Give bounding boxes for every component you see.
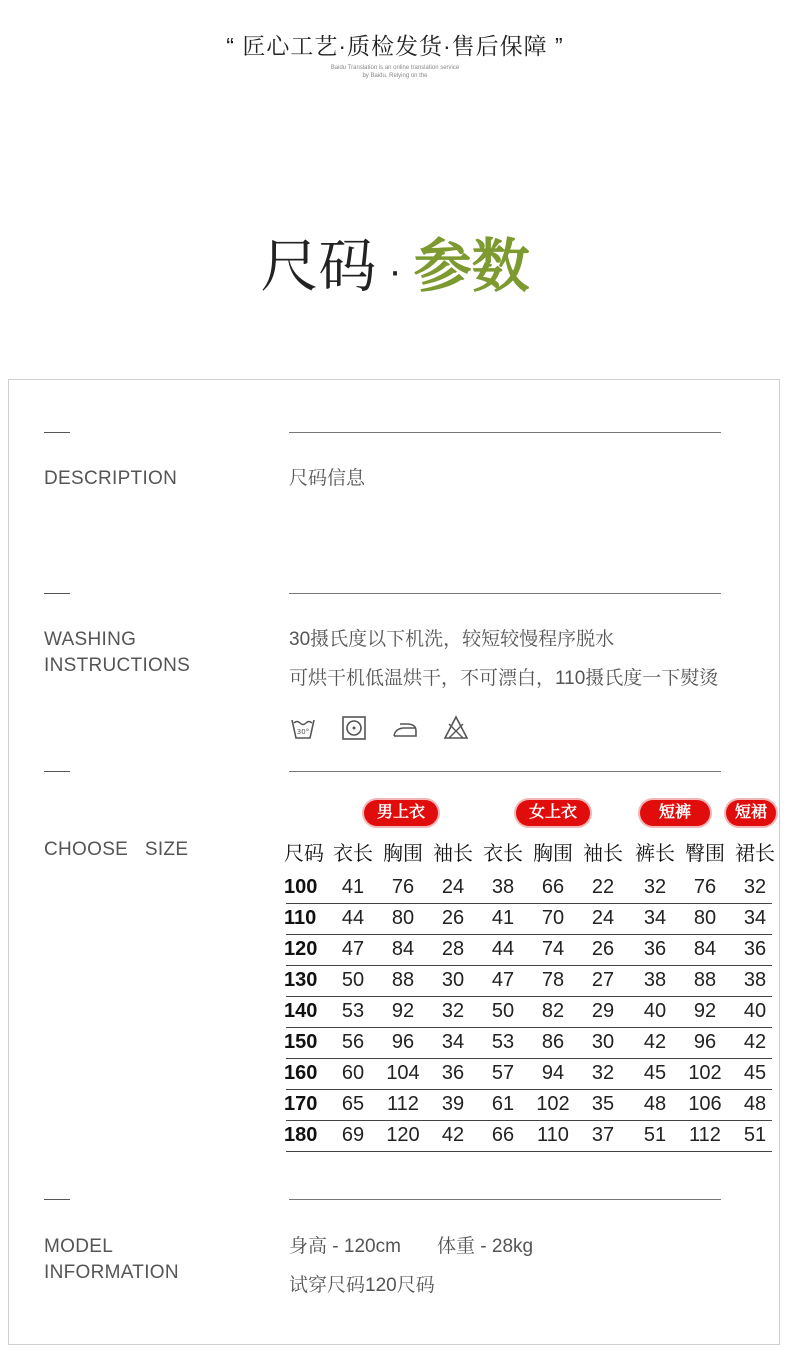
size-cell: 120 [284,938,318,960]
table-row [286,903,772,935]
size-cell: 100 [284,876,318,898]
care-icons [289,714,493,742]
section-dash [44,771,70,772]
translation-note-line2: by Baidu. Relying on the [362,73,428,79]
description-value: 尺码信息 [289,468,366,489]
measure-cell: 38 [643,969,667,991]
measure-cell: 76 [693,876,717,898]
badge-womens-top: 女上衣 [516,800,590,826]
washing-line2: 可烘干机低温烘干，不可漂白，110摄氏度一下熨烫 [289,668,719,689]
measure-cell: 32 [591,1062,615,1084]
measure-cell: 36 [441,1062,465,1084]
model-fit-size: 试穿尺码120尺码 [289,1275,435,1296]
section-dash [44,432,70,433]
translation-note [0,64,790,80]
tumble-dry-icon [340,714,368,742]
measure-cell: 41 [341,876,365,898]
measure-cell: 38 [743,969,767,991]
measure-cell: 96 [391,1031,415,1053]
title-part2: 参数 [413,234,530,299]
size-header-cell: 裤长 [635,843,675,865]
measure-cell: 57 [491,1062,515,1084]
title-part1: 尺码 [260,234,377,299]
measure-cell: 39 [441,1093,465,1115]
tagline: “ 匠心工艺·质检发货·售后保障 ” [226,33,564,59]
model-height: 身高 - 120cm [289,1236,401,1257]
measure-cell: 27 [591,969,615,991]
washing-label [44,627,190,679]
table-row [286,1058,772,1090]
table-row [286,934,772,966]
measure-cell: 24 [441,876,465,898]
measure-cell: 69 [341,1124,365,1146]
model-label [44,1234,179,1286]
measure-cell: 80 [693,907,717,929]
measure-cell: 47 [341,938,365,960]
table-row [286,1120,772,1152]
measure-cell: 26 [441,907,465,929]
measure-cell: 32 [743,876,767,898]
measure-cell: 53 [491,1031,515,1053]
measure-cell: 70 [541,907,565,929]
measure-cell: 24 [591,907,615,929]
size-header-cell: 裙长 [735,843,775,865]
size-header-cell: 胸围 [533,843,573,865]
measure-cell: 51 [643,1124,667,1146]
size-header-cell: 衣长 [333,843,373,865]
model-label-line2: INFORMATION [44,1262,179,1283]
measure-cell: 50 [491,1000,515,1022]
measure-cell: 42 [441,1124,465,1146]
measure-cell: 29 [591,1000,615,1022]
table-row [286,1089,772,1121]
size-cell: 180 [284,1124,318,1146]
wash-30-icon [289,714,317,742]
measure-cell: 86 [541,1031,565,1053]
measure-cell: 66 [541,876,565,898]
size-cell: 170 [284,1093,318,1115]
badge-mens-top: 男上衣 [364,800,438,826]
measure-cell: 34 [441,1031,465,1053]
measure-cell: 38 [491,876,515,898]
measure-cell: 28 [441,938,465,960]
measure-cell: 102 [536,1093,570,1115]
section-rule [289,432,721,433]
measure-cell: 36 [643,938,667,960]
table-row [286,996,772,1028]
measure-cell: 65 [341,1093,365,1115]
measure-cell: 40 [643,1000,667,1022]
section-rule [289,593,721,594]
table-row [286,965,772,997]
table-row [286,872,772,904]
size-cell: 140 [284,1000,318,1022]
measure-cell: 50 [341,969,365,991]
measure-cell: 51 [743,1124,767,1146]
measure-cell: 48 [643,1093,667,1115]
measure-cell: 56 [341,1031,365,1053]
badge-shorts: 短裤 [640,800,710,826]
model-weight: 体重 - 28kg [437,1236,534,1257]
measure-cell: 30 [591,1031,615,1053]
measure-cell: 47 [491,969,515,991]
measure-cell: 102 [688,1062,722,1084]
measure-cell: 94 [541,1062,565,1084]
measure-cell: 30 [441,969,465,991]
measure-cell: 88 [391,969,415,991]
measure-cell: 112 [689,1124,721,1146]
size-header-cell: 袖长 [433,843,473,865]
measure-cell: 104 [386,1062,420,1084]
measure-cell: 53 [341,1000,365,1022]
svg-text:30°: 30° [296,728,310,736]
measure-cell: 45 [643,1062,667,1084]
washing-label-line1: WASHING [44,629,137,650]
measure-cell: 84 [693,938,717,960]
measure-cell: 36 [743,938,767,960]
measure-cell: 32 [643,876,667,898]
size-header-cell: 衣长 [483,843,523,865]
measure-cell: 41 [491,907,515,929]
size-cell: 160 [284,1062,318,1084]
measure-cell: 80 [391,907,415,929]
measure-cell: 92 [693,1000,717,1022]
size-header-cell: 臀围 [685,843,725,865]
size-header-cell: 袖长 [583,843,623,865]
measure-cell: 34 [743,907,767,929]
measure-cell: 42 [743,1031,767,1053]
measure-cell: 45 [743,1062,767,1084]
measure-cell: 78 [541,969,565,991]
no-bleach-icon [442,714,470,742]
iron-icon [391,714,419,742]
measure-cell: 61 [491,1093,515,1115]
measure-cell: 26 [591,938,615,960]
measure-cell: 88 [693,969,717,991]
measure-cell: 32 [441,1000,465,1022]
measure-cell: 37 [591,1124,615,1146]
section-rule [289,771,721,772]
measure-cell: 44 [341,907,365,929]
measure-cell: 60 [341,1062,365,1084]
measure-cell: 110 [537,1124,569,1146]
measure-cell: 42 [643,1031,667,1053]
section-dash [44,1199,70,1200]
description-label: DESCRIPTION [44,468,178,489]
size-header-cell: 尺码 [284,843,324,865]
size-chart-label: CHOOSE SIZE [44,839,189,860]
translation-note-line1: Baidu Translation is an online translation service [330,65,460,71]
measure-cell: 82 [541,1000,565,1022]
size-cell: 150 [284,1031,318,1053]
washing-line1: 30摄氏度以下机洗，较短较慢程序脱水 [289,629,615,650]
measure-cell: 120 [386,1124,420,1146]
measure-cell: 76 [391,876,415,898]
washing-label-line2: INSTRUCTIONS [44,655,191,676]
size-cell: 130 [284,969,318,991]
measure-cell: 22 [591,876,615,898]
measure-cell: 106 [688,1093,722,1115]
section-dash [44,593,70,594]
badge-skirt: 短裙 [726,800,776,826]
measure-cell: 40 [743,1000,767,1022]
measure-cell: 35 [591,1093,615,1115]
section-rule [289,1199,721,1200]
measure-cell: 96 [693,1031,717,1053]
measure-cell: 48 [743,1093,767,1115]
measure-cell: 66 [491,1124,515,1146]
measure-cell: 44 [491,938,515,960]
size-cell: 110 [284,907,317,929]
table-row [286,1027,772,1059]
measure-cell: 92 [391,1000,415,1022]
measure-cell: 112 [387,1093,419,1115]
page-title [0,232,790,306]
model-label-line1: MODEL [44,1236,114,1257]
size-header-cell: 胸围 [383,843,423,865]
title-separator: · [388,248,402,293]
measure-cell: 84 [391,938,415,960]
measure-cell: 74 [541,938,565,960]
measure-cell: 34 [643,907,667,929]
